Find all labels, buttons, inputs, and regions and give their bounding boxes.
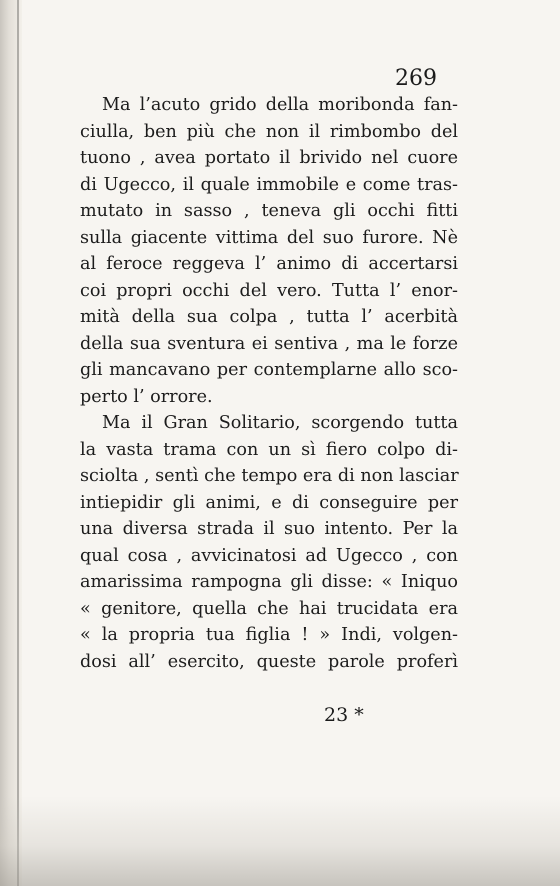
text-line: gli mancavano per contemplarne allo sco- xyxy=(80,360,458,380)
text-line: ciulla, ben più che non il rimbombo del xyxy=(80,121,458,142)
text-line: sciolta , sentì che tempo era di non lasciar xyxy=(80,466,459,486)
signature-mark: 23 * xyxy=(324,704,364,726)
page-bottom-shadow xyxy=(0,796,560,886)
text-line: qual cosa , avvicinatosi ad Ugecco , con xyxy=(80,545,458,566)
paragraph-2 xyxy=(80,410,458,675)
text-line: perto l’ orrore. xyxy=(80,386,213,407)
text-line: sulla giacente vittima del suo furore. Nè xyxy=(80,227,458,248)
text-line: Ma l’acuto grido della moribonda fan- xyxy=(102,95,458,115)
text-line: mità della sua colpa , tutta l’ acerbità xyxy=(80,307,458,327)
text-line: dosi all’ esercito, queste parole proferì xyxy=(80,651,458,672)
gutter-edge-line xyxy=(17,0,19,886)
text-line: « genitore, quella che hai trucidata era xyxy=(80,598,458,619)
text-line: coi propri occhi del vero. Tutta l’ enor- xyxy=(80,280,458,301)
page-number: 269 xyxy=(395,66,437,91)
text-line: tuono , avea portato il brivido nel cuore xyxy=(80,148,458,168)
text-line: intiepidir gli animi, e di conseguire per xyxy=(80,492,458,513)
text-line: una diversa strada il suo intento. Per la xyxy=(80,519,458,539)
text-line: di Ugecco, il quale immobile e come tras- xyxy=(80,174,458,195)
text-line: al feroce reggeva l’ animo di accertarsi xyxy=(80,254,458,274)
text-line: « la propria tua figlia ! » Indi, volgen- xyxy=(80,625,458,645)
text-line: la vasta trama con un sì fiero colpo di- xyxy=(80,439,458,460)
paragraph-1 xyxy=(80,92,458,410)
body-text xyxy=(80,92,458,675)
text-line: amarissima rampogna gli disse: « Iniquo xyxy=(80,572,458,592)
text-line: Ma il Gran Solitario, scorgendo tutta xyxy=(102,413,458,433)
text-line: mutato in sasso , teneva gli occhi fitti xyxy=(80,201,458,221)
text-line: della sua sventura ei sentiva , ma le forze xyxy=(80,333,458,354)
